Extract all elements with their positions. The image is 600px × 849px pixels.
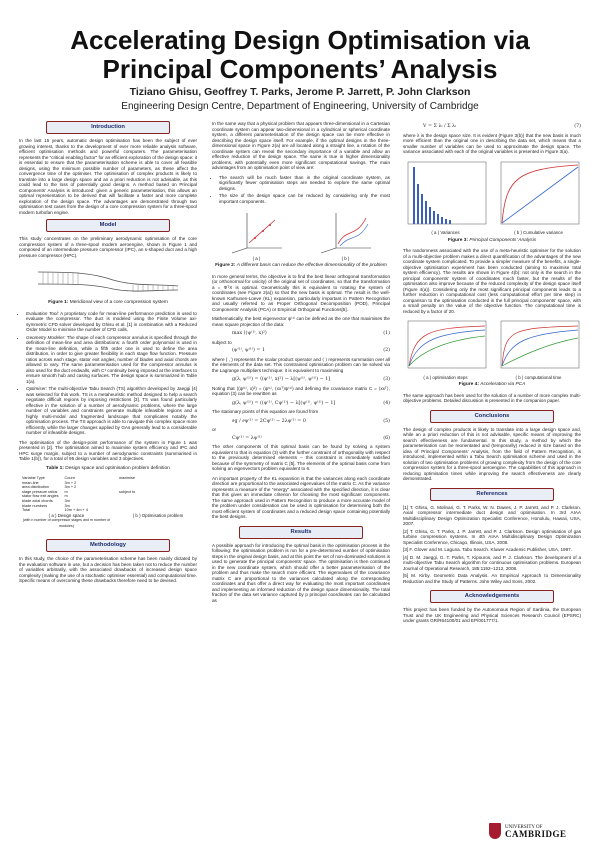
fig3-label: Figure 3:: [447, 237, 469, 243]
method-bullet: • The size of the design space can be reduced by considering only the most important components.: [219, 193, 390, 204]
th-variable-type: Variable Type: [22, 476, 45, 480]
logo-line-2: CAMBRIDGE: [505, 829, 567, 839]
equation-1: [232, 331, 390, 337]
fig1-caption-text: Meridional view of a core compression system: [69, 300, 168, 305]
eq3-number: (3): [383, 377, 390, 382]
table-1a-note: (with n number of compressor stages and m number of modules): [22, 518, 111, 528]
eq7-expr: V = Σ λᵢ / Σ λᵢ: [423, 124, 457, 129]
fig3a-bar: [413, 167, 415, 224]
logo-text: [505, 824, 567, 838]
cell: area distribution: [22, 485, 50, 490]
fig2b-curve-2: [340, 224, 368, 246]
cell: stator flow exit angles: [22, 494, 59, 499]
fig3-caption-text: Principal Components’ Analysis: [469, 237, 537, 243]
fig3a-bar: [441, 217, 443, 224]
eq6-number: (6): [383, 435, 390, 441]
fig2-caption-text: A different basis can reduce the effective dimensionality of the problem: [236, 263, 387, 268]
fig3a-frame: [408, 162, 486, 224]
authors: Tiziano Ghisu, Geoffrey T. Parks, Jerome P. Jarrett, P. John Clarkson: [129, 86, 471, 98]
cell: m: [64, 489, 68, 494]
conclusions-text: The design of complex products is likely to translate into a large design space and, while an a priori reduction of this is not advisable, specific means of improving the search effectiveness are fundamental. In this study, a method by which the parameterisation can be reorientated and (temporarily) reduced in size based on the idea of Principal Components’ Analysis, from the field of Pattern Recognition, is introduced, implemented within a Tabu Search optimisation scheme and used in the solution of two optimisation problems of growing complexity from the design of the core compression system for a three-spool aeroengine. The capabilities of this approach in reducing optimisation times while improving the search effectiveness are clearly demonstrated.: [403, 426, 581, 481]
figure-2a: [227, 208, 287, 261]
figure-4-caption: [403, 382, 581, 388]
figure-1-meridional-view: [33, 262, 183, 298]
fig2a-axes-lines: [232, 213, 282, 253]
fig4-label: Figure 4:: [458, 382, 479, 387]
figure-2-caption: [212, 263, 390, 269]
method-p6: Noting that ⟨(ψ⁽¹⁾, x)²⟩ = (ψ⁽¹⁾, ⟨xxᵀ⟩ψ⁽¹⁾) and defining the covariance matrix C = ⟨xxᵀ⟩, equation (3) can be rewritten as: [212, 385, 390, 396]
figure-3b: [496, 159, 581, 236]
cell: 3m + 2: [64, 485, 77, 490]
equation-5: [232, 419, 390, 425]
references-heading: References: [430, 488, 554, 501]
figure-3-caption: [403, 238, 581, 244]
fig3b-original-curve: [502, 167, 578, 223]
figure-1-caption: [19, 300, 197, 306]
bullet-name: Geometry Modeler:: [26, 334, 66, 340]
results-p4: The same approach has been used for the solution of a number of more complex multi-objective problems. Detailed discussion is presented in the companion paper.: [403, 392, 581, 403]
model-text: This study concentrates on the preliminary aerodynamic optimisation of the core compression system of a three-spool modern aeroengine, shown in Figure 1 and composed of an intermediate pressure compressor (IPC), an s-shaped duct and a high pressure compressor (HPC).: [19, 236, 197, 258]
methodology-text: In this study, the choice of the parameterisation scheme has been mainly dictated by the evaluation software in use, but a decision has been taken not to reduce the number of variables arbitrarily, with the associated drawbacks of increased design space complexity (making the use of a stochastic optimiser essential) and computational time. Specific means of overcoming these drawbacks therefore need to be devised.: [19, 556, 197, 584]
fig2b-caption: ( b ): [341, 255, 350, 261]
fig2a-caption: ( a ): [252, 255, 261, 261]
method-p9: An important property of the KL expansion is that the variances along each coordinate direction are proportional to the associated eigenvalues of the matrix C. As the variance represents a measure of the “energy” associated with the specified direction, it is clear that this gives an immediate criterion for choosing the most significant components. The same approach used in Pattern Recognition to produce a more accurate model of the problem under consideration can be used in optimisation for determining both the most efficient system of coordinates and a reduced design space containing potentially the best designs.: [212, 475, 390, 519]
fig2b-axes-lines: [321, 213, 371, 253]
fig3a-bar: [429, 207, 431, 224]
fig3b-cumulative-plot: [496, 159, 581, 229]
fig2-label: Figure 2:: [215, 263, 236, 268]
method-p4: Mathematically, the best eigenvector ψ⁽¹⁾ can be defined as the one that maximises the mean square projection of the data:: [212, 316, 390, 327]
figure-4b: [496, 318, 581, 380]
title-line-1: Accelerating Design Optimisation via: [70, 25, 530, 55]
th-count: Count: [64, 476, 75, 480]
bullet-geometry-modeler: [26, 335, 197, 385]
cell: stage pressure ratios: [22, 489, 58, 494]
cell: 3m: [64, 503, 70, 508]
figure-3a: [403, 159, 488, 236]
method-p8: The other components of this optimal basis can be found by solving a system equivalent to that in equation (3) with the further constraint of orthogonality with respect to the previously determined elements – this constraint is immediately satisfied because of the symmetry of matrix C [5]. The elements of the optimal basis come from solving an eigenvectors problem equivalent to 6.: [212, 444, 390, 471]
intro-text: In the last 15 years, automatic design optimisation has been the subject of ever growing interest, thanks to the development of ever more reliable analysis software, efficient optimisation methods and powerful computers. The parameterisation represents the “critical enabling factor” for an efficient exploration of the design space: it is essential to ensure that the parameterisation scheme is able to cover all feasible designs, using the minimum possible number of parameters, as these affect the convergence time of the optimiser. The optimisation of complex products is likely to translate into a large design space and an a priori reduction is not advisable, as this could lead to the loss of potentially good designs. A method based on Principal Components’ Analysis is introduced: given a generic parameterisation, this allows an optimal representation to be derived that will facilitate a faster and more complete exploration of the design space. The advantages are demonstrated through two optimisation test cases from the design of a core compression system for a three-spool modern turbofan engine.: [19, 138, 197, 215]
column-right: [403, 121, 581, 628]
eq5-expr: ∂g / ∂ψ⁽¹⁾ = 2Cψ⁽¹⁾ − 2λψ⁽¹⁾ = 0: [232, 418, 306, 424]
equation-2: [232, 348, 390, 354]
cell: blade numbers: [22, 503, 48, 508]
cell: 3m: [64, 498, 70, 503]
bullet-name: Optimiser:: [26, 386, 47, 391]
cell: 3m + 2: [64, 480, 77, 485]
cell: m: [64, 494, 68, 499]
eq4-expr: g(λ, ψ⁽¹⁾) = ((ψ⁽¹⁾, Cψ⁽¹⁾) − λ[(ψ⁽¹⁾, ψ⁽¹⁾) − 1]: [232, 400, 336, 406]
fig1-label: Figure 1:: [48, 300, 69, 305]
column-middle: [212, 121, 390, 607]
model-heading: Model: [46, 219, 170, 232]
model-bullets: [19, 311, 197, 436]
bullet-text: A proprietary code for mean-line performance prediction is used to evaluate the compressor. The duct is modeled using the Finite Volume axi-symmetric CFD solver developed by Ghisu et al. [1] in combination with a Reduced Order Model to minimise the number of CFD calls.: [26, 310, 197, 332]
model-after-text: The optimisation of the design-point performance of the system in Figure 1 was presented in [2]. The optimisation aimed to maximise system efficiency and IPC and HPC surge margin, subject to a number of aerodynamic constraints (summarised in Table 1(b)), for a total of 95 design variables and 3 objectives.: [19, 439, 197, 461]
equation-4: [232, 401, 390, 407]
bullet-evaluation-tool: [26, 311, 197, 333]
fig4a-caption: ( a ) optimisation steps: [423, 374, 468, 380]
figure-2b: [316, 208, 376, 261]
affiliation: Engineering Design Centre, Department of Engineering, University of Cambridge: [121, 101, 479, 112]
intro-heading: Introduction: [46, 121, 170, 134]
results-p3: The randomness associated with the use of a meta-heuristic optimiser for the solution of a multi-objective problem makes a direct quantification of the advantages of the new coordinate system complicated. To provide a simpler measure of the benefits, a single-objective optimisation experiment has been conducted (aiming to maximise total system efficiency). The results are shown in Figure 4(b): not only is the search in the principal components’ system of coordinates much faster, but the results of the optimisation also improve because of the reduced complexity of the design space itself (Figure 4(a)). Considering only the most significant principal components leads to a further reduction in computational cost (less computational effort per time step) in comparison to the optimisation conducted in the full principal components’ space, with a small penalty on the value of the objective function. The computational time is reduced by a factor of 20.: [403, 248, 581, 314]
fig1-blade-rows: [43, 272, 173, 292]
results-p1: A possible approach for introducing the optimal basis in the optimisation process is the following: the optimisation problem is run for a pre-determined number of optimisation steps in the original design basis, and at this point the set of non-dominated solutions is used to generate the principal components’ space. The optimisation is then continued in the new coordinate system, which should offer a better parameterisation of the problem and thus make the search more efficient. The eigenvalues of the covariance matrix C are proportional to the variances calculated along the corresponding coordinates and thus offer a direct way for evaluating the most important coordinates and implementing an informed reduction of the design space dimensionality. The total fraction of the data set variance captured by p principal coordinates can be calculated as: [212, 542, 390, 603]
opt-maximise-label: maximise: [119, 476, 136, 480]
poster-title: [0, 26, 600, 84]
fig3a-bar: [445, 219, 447, 224]
method-bullets: [212, 175, 390, 205]
reference-item: [2] T. Ghisu, G. T. Parks, J. P. Jarrett, and P. J. Clarkson. Design optimisation of gas turbine compression systems. In 4th AIAA Multidisciplinary Design Optimization Specialist Conference, Chicago, Illinois, USA, 2008.: [403, 528, 581, 545]
bullet-text: The multi-objective Tabu Search (TS) algorithm developed by Jaeggi [4] was selected for this work. TS is a metaheuristic method designed to help a search negotiate difficult regions by imposing restrictions [3]. TS was found particularly effective in the solution of a number of aerodynamic problems, where the large number of variables and constraints generate multiple infeasible regions and a highly multi-modal and fragmented landscape that complicates notably the optimisation process. The TS approach is able to navigate this complex space more efficiently, while the larger changes applied by GAs generally lead to a considerable number of infeasible designs.: [26, 386, 197, 435]
table-1: [19, 476, 197, 529]
bullet-name: Evaluation Tool:: [26, 310, 59, 316]
fig2a-3d-axes: [227, 208, 287, 254]
table-1-caption: [19, 466, 197, 472]
method-p7: The stationary points of this equation are found from: [212, 409, 319, 414]
method-p2: In the same way that a physical problem that appears three-dimensional in a Cartesian coordinate system can appear two-dimensional in a cylindrical or spherical coordinate system, a different parameterisation of the design space can be more effective in describing the design space itself. For example, if the optimal designs in the three-dimensional space in Figure 2(a) are all located along a straight line, a rotation of the coordinate system can reveal the secondary importance of a variable and allow an effective reduction of the design space. The same is true in higher dimensionality problems, with potentially even more significant computational savings. The main advantages from an optimisation point of view are:: [212, 121, 390, 170]
fig2b-curve: [338, 218, 366, 244]
eq2-intro: subject to: [212, 339, 232, 345]
figure-2: [212, 208, 390, 261]
references-list: [403, 505, 581, 585]
cell: blade axial chords: [22, 498, 53, 503]
bullet-optimiser: [26, 386, 197, 436]
fig3a-variances-plot: [403, 159, 488, 229]
fig4b-curve-3: [502, 338, 578, 366]
cell: Total: [22, 508, 31, 513]
fig4a-steps-plot: [403, 318, 488, 373]
reference-item: [1] T. Ghisu, G. Molinari, G. T. Parks, W. N. Dawes, J. P. Jarrett, and P. J. Clarkson. Axial compressor intermediate duct design and optimisation. In 3rd AIAA Multidisciplinary Design Optimization Specialist Conference, Honolulu, Hawaii, USA, 2007.: [403, 504, 581, 526]
acknowledgements-heading: Acknowledgements: [430, 590, 554, 603]
reference-item: [4] D. M. Jaeggi, G. T. Parks, T. Kipouros, and P. J. Clarkson. The development of a multi-objective Tabu Search algorithm for continuous optimisation problems. European Journal of Operational Research, 185:1192–1212, 2008.: [403, 554, 581, 571]
method-p5: where ( , ) represents the scalar product operator and ⟨ ⟩ represents summation over all the elements of the data set. This constrained optimisation problem can be solved via the Lagrange multipliers technique: it is equivalent to maximising: [212, 356, 390, 373]
shield-icon: [489, 823, 501, 839]
fig4a-frame: [408, 321, 486, 368]
fig3a-bars: [413, 167, 451, 224]
eq5-number: (5): [383, 418, 390, 424]
opt-subject-label: subject to: [119, 489, 136, 494]
fig2a-optimal-line: [249, 220, 275, 243]
fig3a-bar: [417, 184, 419, 224]
reference-item: [5] M. Kirby. Geometric Data Analysis. An Empirical Approach to Dimensionality Reduction and the Study of Patterns. John Wiley and Sons, 2002.: [403, 573, 581, 584]
eq7-number: (7): [574, 124, 581, 129]
table-1b-caption: ( b ) Optimisation problem: [132, 513, 184, 519]
cell: mean-line: [22, 480, 39, 485]
fig2a-point: [262, 230, 264, 232]
eq3-expr: g(λ, ψ⁽¹⁾) = ⟨(ψ⁽¹⁾, x)²⟩ − λ[(ψ⁽¹⁾, ψ⁽¹⁾) − 1]: [232, 377, 331, 382]
title-line-2: Principal Components’ Analysis: [102, 54, 498, 84]
fig4b-time-plot: [496, 318, 581, 373]
design-space-table: [19, 476, 91, 513]
table-1a-caption: ( a ) Design space: [48, 512, 85, 518]
eq4-number: (4): [383, 400, 390, 406]
results-p2: where λ is the design space size. It is evident (Figure 3(b)) that the new basis is much more efficient than the original one in describing the data set, which means that a smaller number of variables can be used to approximate the design space. The variance associated with each of the original variables is presented in Figure 3(a).: [403, 132, 581, 154]
fig4a-curve-1: [409, 326, 485, 366]
table1-label: Table 1:: [46, 465, 64, 471]
equation-7: [423, 124, 581, 130]
logo-line-1: UNIVERSITY OF: [505, 825, 543, 830]
eq6-expr: Cψ⁽¹⁾ = λψ⁽¹⁾: [232, 435, 262, 441]
eq2-expr: (ψ⁽¹⁾, ψ⁽¹⁾) = 1: [232, 348, 265, 353]
fig3a-bar: [437, 214, 439, 224]
eq1-number: (1): [383, 331, 390, 336]
fig3b-caption: ( b ) Cumulative variance: [514, 230, 563, 235]
fig2a-point: [269, 224, 271, 226]
fig4a-curve-3: [409, 336, 485, 366]
method-bullet: • The search will be much faster than in the original coordinate system, as significantly fewer optimisation steps are needed to explore the same optimal designs.: [219, 175, 390, 192]
fig3a-bar: [449, 220, 451, 224]
results-heading: Results: [239, 526, 363, 539]
table-1a: [19, 476, 114, 529]
fig4b-caption: ( b ) computational time: [515, 374, 562, 380]
figure-4: [403, 318, 581, 380]
fig3a-bar: [433, 211, 435, 224]
table1-caption-text: Design space and optimisation problem definition: [65, 465, 170, 471]
fig4-caption-text: Acceleration via PCA: [480, 382, 526, 387]
method-p3: In more general terms, the objective is to find the best linear orthogonal transformation (or orthonormal for unicity) of the original set of coordinates, so that the transformation a = ΦᵀX is optimal. Geometrically this is equivalent to rotating the system of coordinates (see Figure 2(a)) so that the new basis is optimal. The result is the well-known Karhunen-Loeve (KL) expansion, particularly important in Pattern Recognition and usually referred to as Proper Orthogonal Decomposition (POD), Principal Components’ Analysis (PCA) or Empirical Orthogonal Functions[5].: [212, 273, 390, 312]
bullet-text: The shape of each compressor annulus is specified through the definition of mean-line and area distributions: a fourth order polynomial is used in the mean-line definition, while a fifth order one is used to define the area distribution, in order to give greater flexibility in each stage flow function. Pressure ratios across each stage, stator exit angles, number of blades and axial chords are allowed to vary. The same parameterisation used for the compressor annulus is also used for the duct endwalls, with C¹ continuity being imposed at the interfaces to ensure smooth hub and casing surfaces. The design space is summarized in Table 1(a).: [26, 334, 197, 384]
fig3a-caption: ( a ) Variances: [431, 230, 460, 235]
fig2a-point: [254, 237, 256, 239]
eq1-expr: max ⟨(ψ⁽¹⁾, x)²⟩: [232, 331, 267, 336]
equation-6: [232, 436, 390, 442]
reference-item: [3] F. Glover and M. Laguna. Tabu Search. Kluwer Academic Publisher, USA, 1997.: [403, 547, 572, 552]
equation-3: [232, 377, 390, 383]
fig2b-3d-axes: [316, 208, 376, 254]
methodology-heading: Methodology: [46, 539, 170, 552]
cambridge-logo: [489, 820, 584, 842]
figure-3: [403, 159, 581, 236]
fig3a-bar: [425, 201, 427, 224]
table-1b: [119, 476, 197, 529]
cell: 10m + 4m + 4: [64, 508, 88, 513]
eq6-intro: or: [212, 427, 217, 432]
eq2-number: (2): [383, 348, 390, 353]
acknowledgements-text: This project has been funded by the Autonomous Region of Sardinia, the European Trust and the UK Engineering and Physical Sciences Research Council (EPSRC) under grants GR/R64100/01 and EP/001777/1.: [403, 607, 581, 623]
fig3a-bar: [421, 194, 423, 224]
figure-4a: [403, 318, 488, 380]
column-left: [19, 121, 197, 588]
fig4a-curve-2: [409, 330, 485, 366]
conclusions-heading: Conclusions: [430, 410, 554, 423]
